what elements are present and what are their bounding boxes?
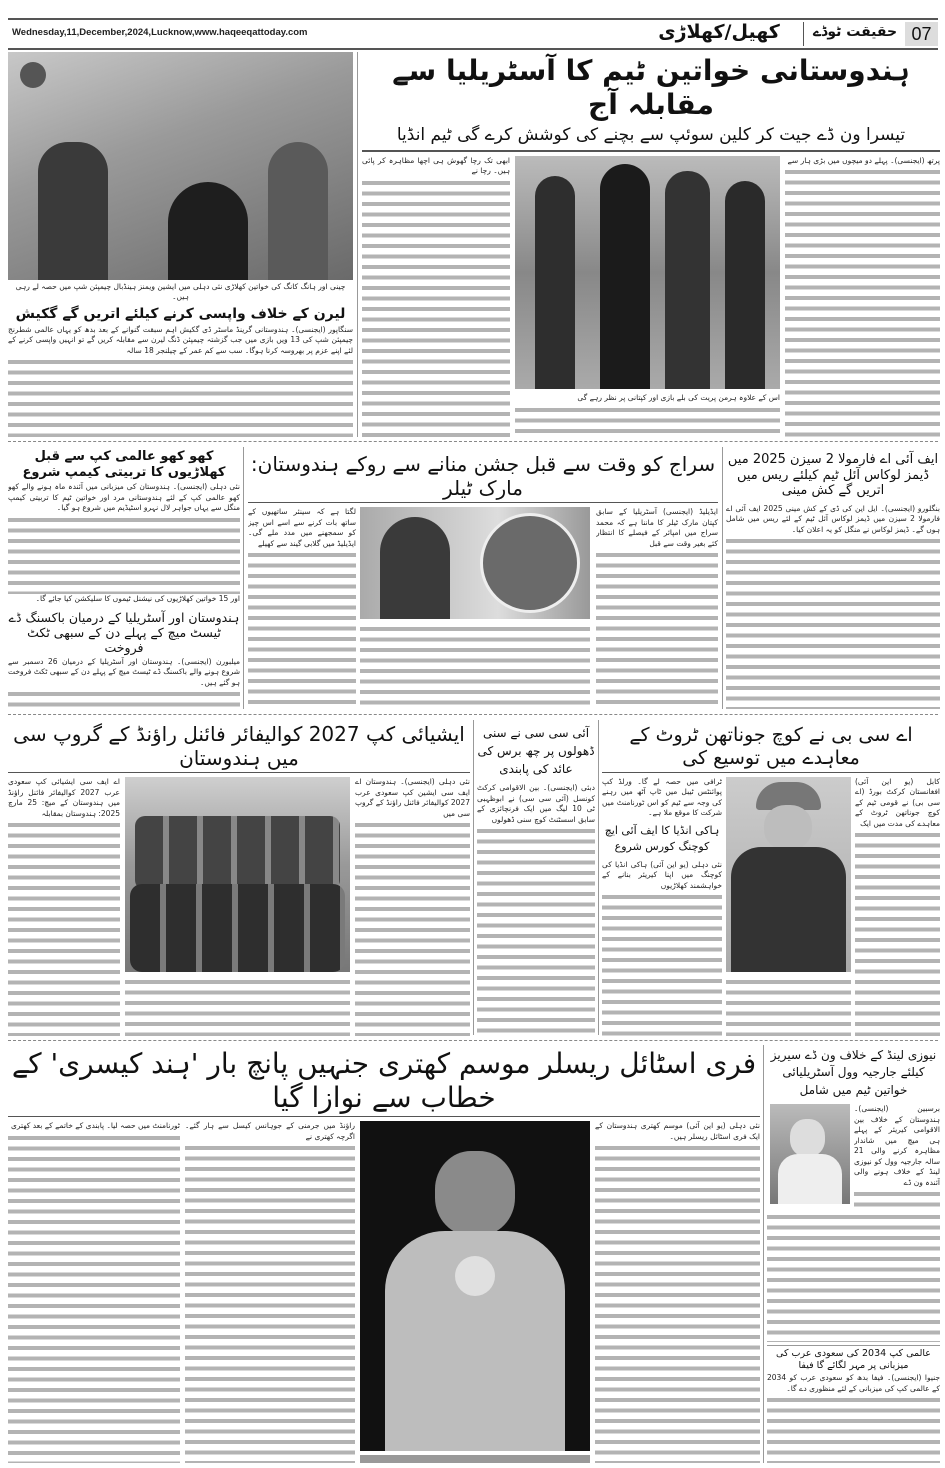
text-lines [596,550,718,709]
boxing-day-lead: میلبورن (ایجنسی)۔ ہندوستان اور آسٹریلیا کے درمیان 26 دسمبر سے شروع ہونے والے باکسنگ ڈے ٹیسٹ میچ کے پہلے دن کے سبھی ٹکٹ فروخت ہو گئے ہیں۔ [8,656,240,687]
siraj-article-col-1 [596,507,718,709]
f1-headline: ایف آئی اے فارمولا 2 سیزن 2025 میں ڈیمز لوکاس آئل ٹیم کیلئے ریس میں اتریں گے کش مینی [727,452,939,499]
text-lines [767,1395,940,1463]
lead-story-body [362,156,940,437]
fifa-lead: جنیوا (ایجنسی)۔ فیفا بدھ کو سعودی عرب کو 2034 کے عالمی کپ کی میزبانی کے لئے منظوری دے گا۔ [767,1373,940,1393]
icc-lead: دبئی (ایجنسی)۔ بین الاقوامی کرکٹ کونسل (آئی سی سی) نے ابوظہبی ٹی 10 لیگ میں ایک فرنچائزی کے سابق اسسٹنٹ کوچ سنی ڈھولوں [477,783,595,824]
wrestling-photo-stack [360,1121,590,1463]
asian-cup-headline: ایشیائی کپ 2027 کوالیفائر فائنل راؤنڈ کے گروپ سی میں ہندوستان [13,722,465,770]
acb-col2-lead: ٹرافی میں حصہ لے گا۔ ورلڈ کپ پوائنٹس ٹیبل میں ٹاپ آٹھ میں رہنے کی وجہ سے ٹیم کو اس ٹورنامنٹ میں شرکت کا موقع ملا ہے۔ [602,776,722,818]
under-photo-lead: اس کے علاوہ ہرمن پریت کی بلے بازی اور کپتانی پر نظر رہے گی [577,393,780,402]
column-divider [357,52,358,437]
siraj-photo-stack [360,507,590,709]
wrestling-body [8,1121,760,1463]
georgia-voll-photo [770,1104,850,1204]
india-football-team-photo [125,777,350,972]
text-lines [8,689,240,709]
header-rule [8,48,938,50]
siraj-article-col-2 [248,507,356,709]
asian-cup-article-under-photo [125,976,350,1036]
siraj-rule [248,502,718,503]
text-lines [854,1189,940,1208]
text-lines [602,892,722,1036]
text-lines [8,820,120,1036]
wrestling-article-col-3 [8,1121,180,1463]
acb-article-under-photo [726,976,851,1036]
lead-subheadline: تیسرا ون ڈے جیت کر کلین سوئپ سے بچنے کی کوشش کرے گی ٹیم انڈیا [396,125,906,146]
georgia-voll-article-col-1 [854,1104,940,1208]
text-lines [477,826,595,1036]
jonathan-trott-photo [726,777,851,972]
siraj-body [248,507,718,709]
column-divider [243,447,244,709]
asian-cup-lead: نئی دہلی (ایجنسی)۔ ہندوستان اے ایف سی ایشین کپ سعودی عرب 2027 کوالیفائر فائنل راؤنڈ کے گروپ سی میں [355,777,470,818]
text-lines [8,357,353,437]
siraj-lead: ایڈیلیڈ (ایجنسی) آسٹریلیا کے سابق کپتان مارک ٹیلر کا ماننا ہے کہ محمد سراج میں امپائر کے فیصلے کا انتظار کئے بغیر وقت سے قبل [596,507,718,548]
chess-lead: سنگاپور (ایجنسی)۔ ہندوستانی گرینڈ ماسٹر ڈی گکیش اہم سبقت گنوانے کے بعد بدھ کو یہاں عالمی شطرنج چیمپئن شپ کی 13 ویں بازی میں جب گزشتہ چیمپئن ڈنگ لیرن سے مقابلہ کریں گے تو انہیں واپسی کرنے کے لئے اپنے عزم پر بھروسہ کرنا ہوگا۔ سب سے کم عمر کے چیلنجر 18 سالہ [8,324,353,355]
asian-cup-fixtures [8,777,120,1036]
handball-chess-region [8,52,353,437]
text-lines [785,167,940,437]
face-shape [790,1119,825,1157]
handball-photo [8,52,353,280]
f1-article [726,504,940,709]
acb-rule [602,772,940,773]
kho-kho-region [8,447,240,709]
siraj-col2-lead: لگتا ہے کہ سینئر ساتھیوں کے ساتھ بات کرنے سے اسے اس چیز کو سمجھنے میں مدد ملے گی۔ ایڈیلیڈ میں گلابی گیند سے کھیلے [248,507,356,548]
kho-kho-headline: کھو کھو عالمی کپ سے قبل کھلاڑیوں کا تربیتی کیمپ شروع [22,449,226,480]
icc-headline: آئی سی سی نے سنی ڈھولوں پر چھ برس کی عائد کی پابندی [477,726,595,776]
lead-story-region [362,52,940,437]
player-shape [665,171,710,389]
fifa-headline: عالمی کپ 2034 کی سعودی عرب کی میزبانی پر مہر لگائے گا فیفا [776,1348,931,1371]
player-shape [725,181,765,389]
kho-kho-tail: اور 15 خواتین کھلاڑیوں کی نیشنل ٹیموں کا سلیکشن کیا جائے گا۔ [35,594,240,603]
siraj-article-under-photo [360,623,590,709]
back-row-players [135,816,340,890]
wrestling-article-col-1 [595,1121,760,1463]
f1-region [726,450,940,709]
lead-article-col-1 [785,156,940,437]
text-lines [767,1212,940,1342]
dateline: Wednesday,11,December,2024,Lucknow,www.haqeeqattoday.com [12,27,308,38]
text-lines [726,977,851,1036]
column-divider [598,720,599,1035]
lead-rule [362,150,940,152]
siraj-taylor-photo [360,507,590,619]
ball-shape [20,62,46,88]
col2-lead: ابھی تک رچا گھوش ہی اچھا مظاہرہ کر پائی ہیں۔ رچا نے [362,155,510,176]
shirt-shape [731,847,846,972]
page-number: 07 [905,22,938,46]
acb-left-stack [602,777,722,1036]
section-title: کھیل/کھلاڑی [658,21,780,43]
player-shape [600,164,650,389]
asian-cup-photo-stack [125,777,350,1036]
georgia-voll-article-col-2 [767,1211,940,1342]
chess-article [8,325,353,437]
women-team-photo [515,156,780,389]
acb-body [602,777,940,1036]
wrestling-article-col-2 [185,1121,355,1463]
chess-headline: لیرن کے خلاف واپسی کرنے کیلئے اتریں گے گکیش [15,306,346,322]
fifa-article [767,1373,940,1463]
text-lines [595,1143,760,1463]
player-shape [38,142,108,280]
f1-lead: بنگلورو (ایجنسی)۔ ایل این کی ڈی کے کش مینی 2025 ایف آئی اے فارمولا 2 سیزن میں ڈیمز لوکاس آئل ٹیم کے لئے ریس میں شامل ہوں گے۔ ڈیمز لوکاس نے منگل کو یہ اعلان کیا۔ [726,503,940,534]
kho-kho-lead: نئی دہلی (ایجنسی)۔ ہندوستان کی میزبانی میں آئندہ ماہ ہونے والے کھو کھو عالمی کپ کے لئے ہندوستانی مرد اور خواتین ٹیم کا تربیتی کیمپ منگل سے یہاں جواہر لال نہرو اسٹیڈیم میں شروع ہو گیا۔ [8,482,240,513]
text-lines [726,536,940,709]
siraj-figure [380,517,450,619]
wrestling-headline: فری اسٹائل ریسلر موسم کھتری جنہیں پانچ بار 'ہند کیسری' کے خطاب سے نوازا گیا [11,1047,757,1114]
wrestling-col2-lead: راؤنڈ میں جرمنی کے جوہانس کیسل سے ہار گئے۔ اگرچہ کھتری نے [185,1121,355,1141]
asian-cup-rule [8,772,470,773]
asian-cup-article-col-1 [355,777,470,1036]
hockey-india-lead: نئی دہلی (یو این آئی) ہاکی انڈیا کی کوچنگ میں اپنا کیریئر بنانے کے خواہشمند کھلاڑیوں [602,859,722,890]
asian-cup-region [8,720,470,1036]
asian-cup-col2-lead: اے ایف سی ایشیائی کپ سعودی عرب 2027 کوالیفائر فائنل راؤنڈ میں ہندوستان کے میچ: 25 مارچ 2025: ہندوستان بمقابلہ [8,777,120,818]
acb-photo-stack [726,777,851,1036]
text-lines [362,178,510,437]
face-shape [764,805,812,850]
lead-photo-stack [515,156,780,437]
text-lines [360,624,590,709]
taylor-inset [480,513,580,613]
acb-region [602,722,940,1036]
wrestling-caption-lines [360,1455,590,1463]
shirt-shape [778,1154,842,1204]
asian-cup-body [8,777,470,1036]
column-divider [763,1045,764,1463]
text-lines [8,1133,180,1463]
acb-article-col-2 [602,777,722,819]
player-shape [168,182,248,280]
georgia-voll-top-row [767,1104,940,1208]
text-lines [185,1143,355,1463]
text-lines [515,405,780,438]
georgia-voll-headline: نیوزی لینڈ کے خلاف ون ڈے سیریز کیلئے جارجیہ وول آسٹریلیائی خواتین ٹیم میں شامل [770,1048,937,1097]
wrestling-rule [8,1116,760,1117]
lead-article-col-2 [362,156,510,437]
player-shape [535,176,575,389]
header-divider [803,22,804,46]
handball-caption: چینی اور ہانگ کانگ کی خواتین کھلاڑی نئی دہلی میں ایشین ویمنز ہینڈبال چیمپئن شپ میں حصہ لے رہی ہیں۔ [15,282,346,301]
georgia-voll-lead: برسبین (ایجنسی)۔ ہندوستان کے خلاف بین الاقوامی کیریئر کے پہلے ہی میچ میں شاندار مظاہرہ کرنے والی 21 سالہ جارجیہ وول کو نیوزی لینڈ کے خلاف ہونے والی آئندہ ون ڈے [854,1104,940,1187]
icc-article [477,783,595,1036]
medal-shape [455,1256,495,1296]
georgia-voll-region [767,1045,940,1463]
siraj-headline: سراج کو وقت سے قبل جشن منانے سے روکے ہندوستان: مارک ٹیلر [250,452,716,500]
lead-article-under-photo [515,393,780,437]
icc-region [477,722,595,1036]
siraj-region [248,450,718,709]
player-shape [268,142,328,280]
wrestling-col3-lead: ٹورنامنٹ میں حصہ لیا۔ پابندی کے خاتمے کے بعد کھتری [11,1121,180,1131]
boxing-day-article [8,657,240,710]
paper-logo: حقیقت ٹوڈے [812,24,898,40]
text-lines [125,977,350,1036]
text-lines [248,550,356,709]
face-shape [435,1151,515,1236]
lead-headline: ہندوستانی خواتین ٹیم کا آسٹریلیا سے مقابلہ آج [392,54,910,121]
row-divider [8,441,938,442]
hockey-india-headline: ہاکی انڈیا کا ایف آئی ایچ کوچنگ کورس شروع [604,823,720,854]
kho-kho-article [8,482,240,604]
acb-headline: اے سی بی نے کوچ جوناتھن ٹروٹ کے معاہدے میں توسیع کی [629,724,913,769]
lead-story-lead: پرتھ (ایجنسی)۔ پہلے دو میچوں میں بڑی ہار سے [787,155,940,165]
top-rule [8,18,938,20]
mausam-khatri-photo [360,1121,590,1451]
front-row-players [130,884,345,972]
text-lines [8,515,240,594]
column-divider [473,720,474,1035]
row-divider [8,1040,938,1041]
column-divider [722,447,723,709]
row-divider [8,714,938,715]
boxing-day-headline: ہندوستان اور آسٹریلیا کے درمیان باکسنگ ڈے ٹیسٹ میچ کے پہلے دن کے سبھی ٹکٹ فروخت [8,609,240,655]
wrestling-region [8,1045,760,1463]
wrestling-lead: نئی دہلی (یو این آئی) موسم کھتری ہندوستان کے ایک فری اسٹائل ریسلر ہیں۔ [595,1121,760,1141]
acb-article-col-1 [855,777,940,1036]
text-lines [355,820,470,1036]
hockey-india-article [602,860,722,1036]
text-lines [855,830,940,1036]
acb-lead: کابل (یو این آئی) افغانستان کرکٹ بورڈ (اے سی بی) نے قومی ٹیم کے کوچ جوناتھن ٹروٹ کے معاہدے کی مدت میں ایک [855,776,940,828]
